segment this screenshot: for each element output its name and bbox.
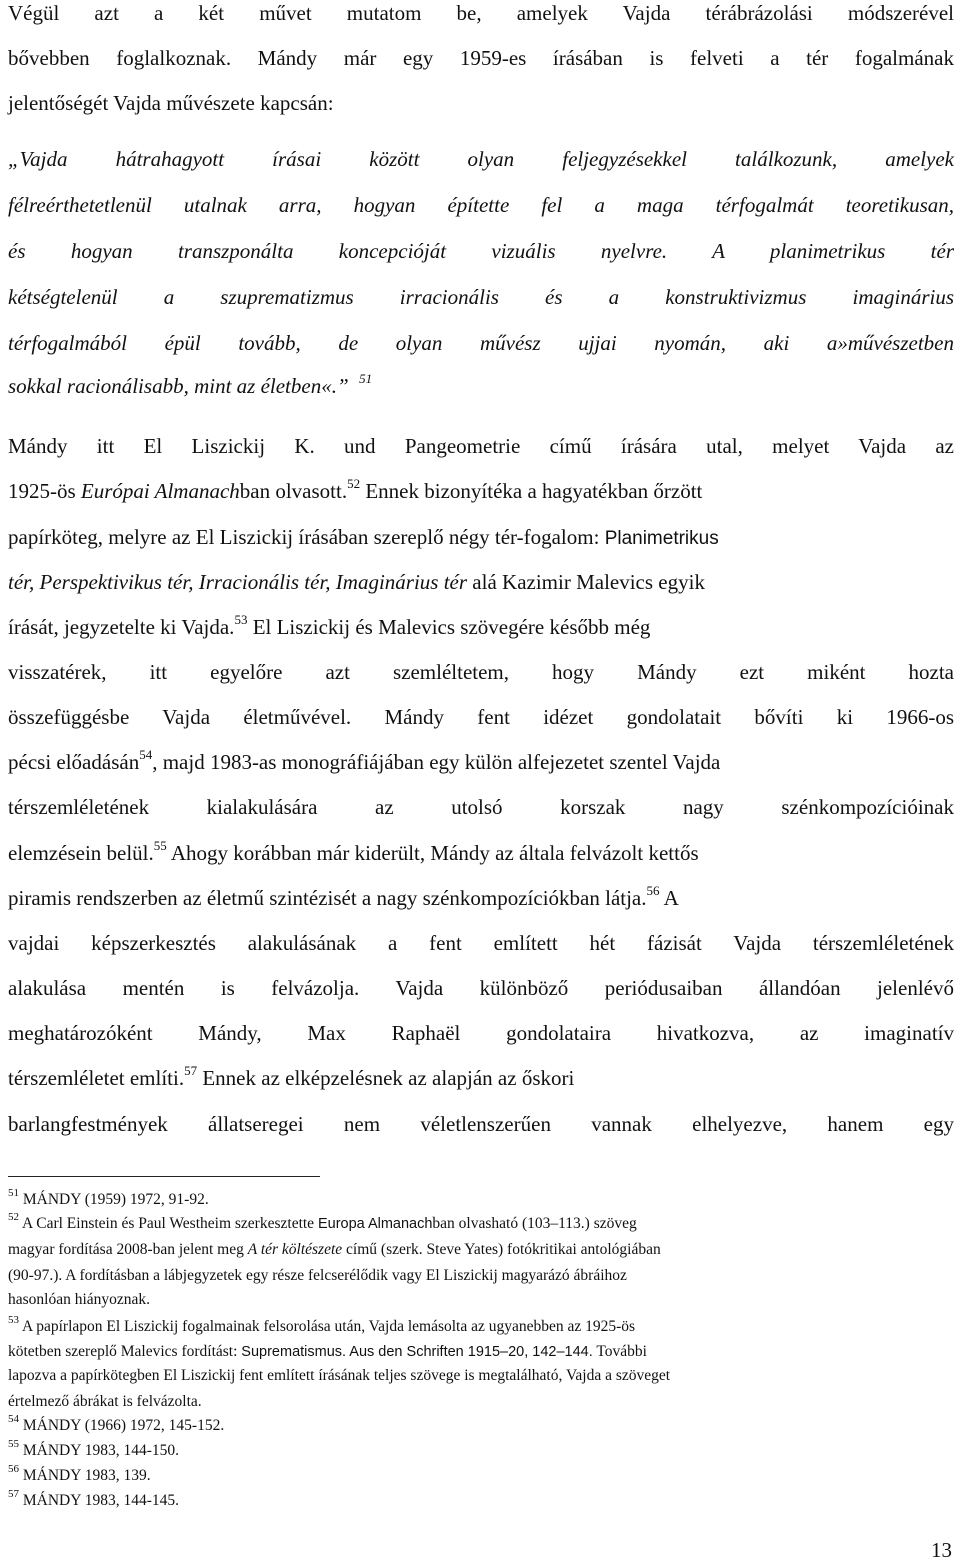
quote-line: félreérthetetlenül utalnak arra, hogyan építette fel a maga térfogalmát teoretikusan, <box>8 193 954 217</box>
book-title: Suprematismus. Aus den Schriften 1915–20, 142–144. <box>241 1344 593 1360</box>
text-run: piramis rendszerben az életmű szintézisét a nagy szénkompozíciókban látja. <box>8 886 647 910</box>
term: Planimetrikus <box>604 528 719 549</box>
footnote-55 <box>8 1437 954 1461</box>
footnote-text: című (szerk. Steve Yates) fotókritikai antológiában <box>342 1241 661 1258</box>
footnote-separator <box>8 1176 320 1177</box>
footnote-53 <box>8 1313 954 1337</box>
book-title: A tér költészete <box>247 1241 343 1258</box>
paragraph-line: barlangfestmények állatseregei nem véletlenszerűen vannak elhelyezve, hanem egy <box>8 1112 954 1136</box>
footnote-56 <box>8 1462 954 1486</box>
footnote-ref: 53 <box>234 612 248 627</box>
footnote-ref: 56 <box>646 883 660 898</box>
footnote-number: 53 <box>8 1313 19 1326</box>
paragraph-line <box>8 885 954 911</box>
page-number: 13 <box>931 1538 952 1562</box>
book-title: Europa Almanach <box>317 1216 433 1232</box>
quote-line: és hogyan transzponálta koncepcióját vizuális nyelvre. A planimetrikus tér <box>8 239 954 263</box>
paragraph-line: meghatározóként Mándy, Max Raphaël gondolataira hivatkozva, az imaginatív <box>8 1021 954 1045</box>
footnote-line <box>8 1342 954 1362</box>
paragraph-line: bővebben foglalkoznak. Mándy már egy 1959-es írásában is felveti a tér fogalmának <box>8 46 954 70</box>
text-run: A <box>659 886 679 910</box>
paragraph-line <box>8 478 954 504</box>
footnote-line: lapozva a papírkötegben El Liszickij fent említett írásának teljes szövege is megtalálható, Vajda a szöveget <box>8 1367 671 1384</box>
footnote-57 <box>8 1487 954 1511</box>
quote-line: kétségtelenül a szuprematizmus irracionális és a konstruktivizmus imaginárius <box>8 285 954 309</box>
footnote-number: 57 <box>8 1487 19 1500</box>
footnote-line: hasonlóan hiányoznak. <box>8 1291 151 1308</box>
text-run: Ennek bizonyítéka a hagyatékban őrzött <box>360 479 703 503</box>
footnote-text: További <box>592 1343 647 1360</box>
text-run: alá Kazimir Malevics egyik <box>467 570 705 594</box>
quote-line: „Vajda hátrahagyott írásai között olyan feljegyzésekkel találkozunk, amelyek <box>8 147 954 171</box>
footnote-text: MÁNDY (1966) 1972, 145-152. <box>22 1417 225 1434</box>
footnote-text: MÁNDY 1983, 139. <box>22 1467 151 1484</box>
paragraph-line <box>8 749 954 775</box>
footnote-line: (90-97.). A fordításban a lábjegyzetek egy része felcserélődik vagy El Liszickij magyarázó ábráihoz <box>8 1267 627 1284</box>
footnote-text: MÁNDY 1983, 144-145. <box>22 1492 180 1509</box>
paragraph-line <box>8 524 954 550</box>
paragraph-line <box>8 1065 954 1091</box>
text-run: elemzésein belül. <box>8 841 154 865</box>
text-run: El Liszickij és Malevics szövegére később még <box>247 615 651 639</box>
footnote-text: MÁNDY (1959) 1972, 91-92. <box>22 1191 209 1208</box>
paragraph-line <box>8 614 954 640</box>
footnote-line: értelmező ábrákat is felvázolta. <box>8 1393 202 1410</box>
quote-line: térfogalmából épül tovább, de olyan művész ujjai nyomán, aki a»művészetben <box>8 331 954 355</box>
paragraph-line: összefüggésbe Vajda életművével. Mándy fent idézet gondolatait bővíti ki 1966-os <box>8 705 954 729</box>
text-run: , majd 1983-as monográfiájában egy külön alfejezetet szentel Vajda <box>152 750 721 774</box>
text-run: Ahogy korábban már kiderült, Mándy az általa felvázolt kettős <box>166 841 699 865</box>
text-run: 1925-ös <box>8 479 81 503</box>
text-run: térszemléletet említi. <box>8 1066 185 1090</box>
paragraph-line <box>8 840 954 866</box>
footnote-text: A Carl Einstein és Paul Westheim szerkesztette <box>22 1215 318 1232</box>
footnote-text: A papírlapon El Liszickij fogalmainak felsorolása után, Vajda lemásolta az ugyanebben az 1925-ös <box>22 1318 636 1335</box>
paragraph-line: jelentőségét Vajda művészete kapcsán: <box>8 91 334 115</box>
footnote-ref: 54 <box>139 747 153 762</box>
paragraph-line: Végül azt a két művet mutatom be, amelyek Vajda térábrázolási módszerével <box>8 1 954 25</box>
footnote-ref: 52 <box>347 476 361 491</box>
paragraph-line: Mándy itt El Liszickij K. und Pangeometrie című írására utal, melyet Vajda az <box>8 434 954 458</box>
footnote-51 <box>8 1186 954 1210</box>
text-run: Ennek az elképzelésnek az alapján az őskori <box>197 1066 575 1090</box>
paragraph-line <box>8 569 954 595</box>
footnote-number: 56 <box>8 1462 19 1475</box>
text-run: ban olvasott. <box>239 479 348 503</box>
terms: tér, Perspektivikus tér, Irracionális tér, Imaginárius tér <box>8 570 468 594</box>
footnote-text: kötetben szereplő Malevics fordítást: <box>8 1343 242 1360</box>
footnote-number: 51 <box>8 1186 19 1199</box>
footnote-54 <box>8 1412 954 1436</box>
quote-line <box>8 373 954 399</box>
footnote-ref: 57 <box>184 1063 198 1078</box>
text-run: papírköteg, melyre az El Liszickij írásában szereplő négy tér-fogalom: <box>8 525 605 549</box>
paragraph-line: alakulása mentén is felvázolja. Vajda különböző periódusaiban állandóan jelenlévő <box>8 976 954 1000</box>
text-run: pécsi előadásán <box>8 750 140 774</box>
footnote-52 <box>8 1210 954 1234</box>
footnote-text: MÁNDY 1983, 144-150. <box>22 1442 180 1459</box>
quote-end: sokkal racionálisabb, mint az életben«.” <box>8 374 349 398</box>
footnote-number: 55 <box>8 1437 19 1450</box>
footnote-ref: 55 <box>153 838 167 853</box>
book-title: Európai Almanach <box>80 479 240 503</box>
paragraph-line: visszatérek, itt egyelőre azt szemléltetem, hogy Mándy ezt miként hozta <box>8 660 954 684</box>
text-run: írását, jegyzetelte ki Vajda. <box>8 615 235 639</box>
paragraph-line: térszemléletének kialakulására az utolsó korszak nagy szénkompozícióinak <box>8 795 954 819</box>
footnote-number: 54 <box>8 1412 19 1425</box>
footnote-text: magyar fordítása 2008-ban jelent meg <box>8 1241 248 1258</box>
footnote-number: 52 <box>8 1210 19 1223</box>
footnote-text: ban olvasható (103–113.) szöveg <box>432 1215 637 1232</box>
footnote-line <box>8 1240 954 1260</box>
paragraph-line: vajdai képszerkesztés alakulásának a fent említett hét fázisát Vajda térszemléletének <box>8 931 954 955</box>
footnote-ref: 51 <box>359 371 373 386</box>
